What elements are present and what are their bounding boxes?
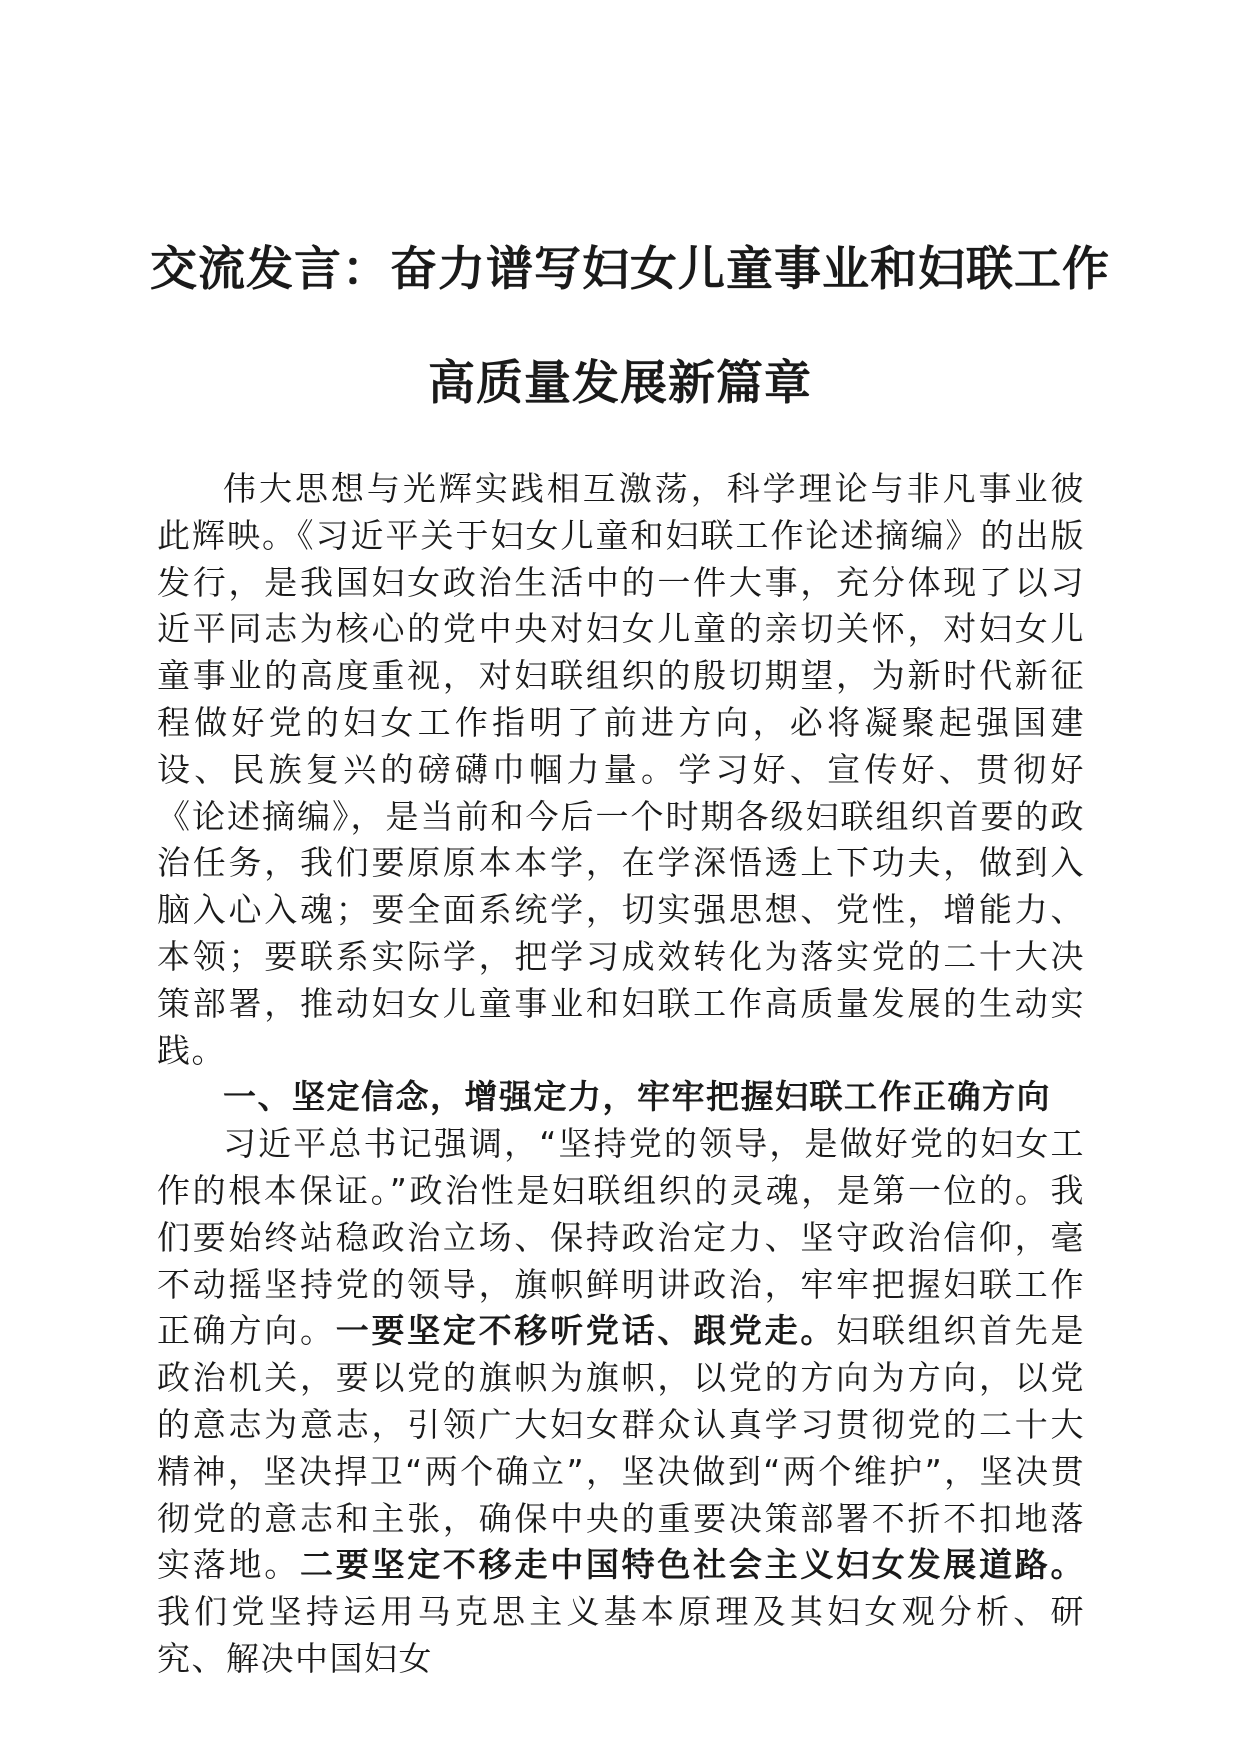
document-title-line-2: 高质量发展新篇章 [428, 356, 812, 411]
section-1-text: 习近平总书记强调，“坚持党的领导，是做好党的妇女工作的根本保证。”政治性是妇联组织的灵魂，是第一位的。我们要始终站稳政治立场、保持政治定力、坚守政治信仰，毫不动摇坚持党的领导，旗帜鲜明讲政治，牢牢把握妇联工作正确方向。 [157, 1124, 1085, 1351]
section-1-point-2: 二要坚定不移走中国特色社会主义妇女发展道路。 [299, 1545, 1086, 1585]
section-1-text-3: 我们党坚持运用马克思主义基本原理及其妇女观分析、研究、解决中国妇女 [157, 1592, 1085, 1678]
section-1-text-2: 妇联组织首先是政治机关，要以党的旗帜为旗帜，以党的方向为方向，以党的意志为意志，引领广大妇女群众认真学习贯彻党的二十大精神，坚决捍卫“两个确立”，坚决做到“两个维护”，坚决贯彻党的意志和主张，确保中央的重要决策部署不折不扣地落实落地。 [157, 1311, 1086, 1585]
document-body [157, 466, 1085, 1683]
section-1-paragraph [157, 1121, 1085, 1683]
section-1-point-1: 一要坚定不移听党话、跟党走。 [335, 1311, 837, 1351]
section-1-heading: 一、坚定信念，增强定力，牢牢把握妇联工作正确方向 [223, 1077, 1051, 1117]
document-title-line-1: 交流发言：奋力谱写妇女儿童事业和妇联工作 [150, 242, 1110, 297]
intro-paragraph: 伟大思想与光辉实践相互激荡，科学理论与非凡事业彼此辉映。《习近平关于妇女儿童和妇联工作论述摘编》的出版发行，是我国妇女政治生活中的一件大事，充分体现了以习近平同志为核心的党中央对妇女儿童的亲切关怀，对妇女儿童事业的高度重视，对妇联组织的殷切期望，为新时代新征程做好党的妇女工作指明了前进方向，必将凝聚起强国建设、民族复兴的磅礴巾帼力量。学习好、宣传好、贯彻好《论述摘编》，是当前和今后一个时期各级妇联组织首要的政治任务，我们要原原本本学，在学深悟透上下功夫，做到入脑入心入魂；要全面系统学，切实强思想、党性，增能力、本领；要联系实际学，把学习成效转化为落实党的二十大决策部署，推动妇女儿童事业和妇联工作高质量发展的生动实践。 [157, 469, 1085, 1070]
